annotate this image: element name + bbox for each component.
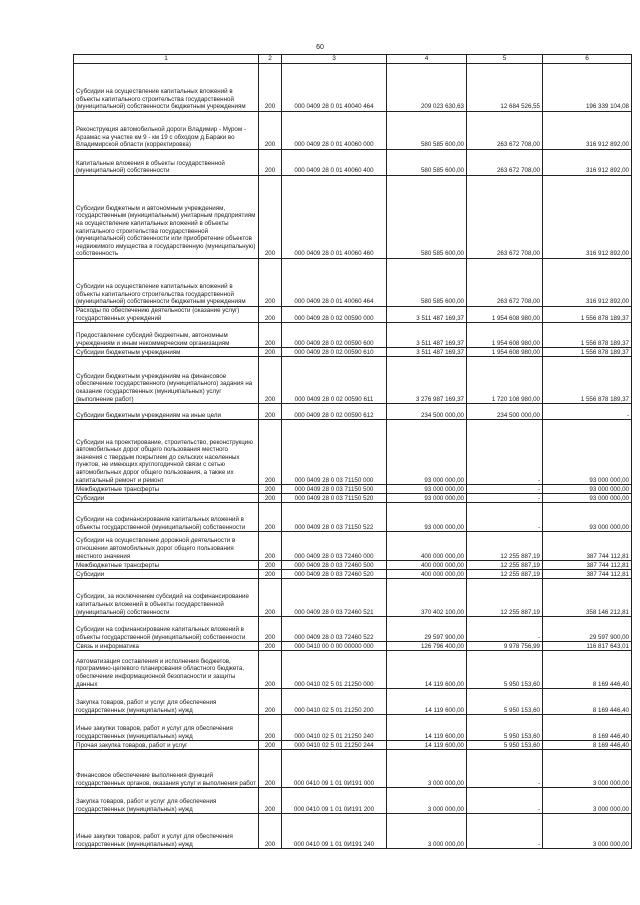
row-approved-amount: 3 000 000,00 xyxy=(387,814,467,849)
row-unexecuted-amount: 1 556 878 189,37 xyxy=(543,357,632,404)
row-unexecuted-amount: 387 744 112,81 xyxy=(543,570,632,579)
row-approved-amount: 580 585 600,00 xyxy=(387,112,467,150)
row-executed-amount: 12 255 887,19 xyxy=(467,532,543,561)
row-name: Расходы по обеспечению деятельности (оказание услуг) государственных учреждений xyxy=(74,307,259,323)
row-unexecuted-amount: 93 000 000,00 xyxy=(543,503,632,532)
row-unexecuted-amount: 8 169 446,40 xyxy=(543,715,632,741)
row-budget-classification-code: 000 0409 28 0 01 40060 400 xyxy=(282,150,387,176)
row-code: 200 xyxy=(259,307,282,323)
row-approved-amount: 14 119 600,00 xyxy=(387,651,467,689)
row-code: 200 xyxy=(259,750,282,788)
row-executed-amount: - xyxy=(467,503,543,532)
row-budget-classification-code: 000 0410 02 5 01 21250 000 xyxy=(282,651,387,689)
row-budget-classification-code: 000 0409 28 0 02 00590 600 xyxy=(282,323,387,348)
table-row xyxy=(74,323,632,348)
row-code: 200 xyxy=(259,259,282,307)
row-name: Субсидии на осуществление дорожной деятельности в отношении автомобильных дорог общего пользования местного значения xyxy=(74,532,259,561)
row-approved-amount: 580 585 600,00 xyxy=(387,176,467,259)
row-executed-amount: 234 500 000,00 xyxy=(467,404,543,420)
row-executed-amount: - xyxy=(467,814,543,849)
row-executed-amount: 263 672 708,00 xyxy=(467,150,543,176)
row-name: Субсидии бюджетным учреждениям на финансовое обеспечение государственного (муниципального) задания на оказание государственных (муниципальных) услуг (выполнение работ) xyxy=(74,357,259,404)
table-row xyxy=(74,494,632,503)
table-row xyxy=(74,814,632,849)
row-budget-classification-code: 000 0409 28 0 03 72460 500 xyxy=(282,561,387,570)
row-approved-amount: 580 585 600,00 xyxy=(387,150,467,176)
row-approved-amount: 14 119 600,00 xyxy=(387,689,467,715)
row-name: Иные закупки товаров, работ и услуг для обеспечения государственных (муниципальных) нужд xyxy=(74,814,259,849)
row-code: 200 xyxy=(259,532,282,561)
row-unexecuted-amount: 116 817 643,01 xyxy=(543,642,632,651)
row-approved-amount: 3 000 000,00 xyxy=(387,788,467,814)
row-name: Прочая закупка товаров, работ и услуг xyxy=(74,741,259,750)
table-row xyxy=(74,788,632,814)
row-code: 200 xyxy=(259,150,282,176)
budget-execution-table xyxy=(73,54,632,849)
row-executed-amount: - xyxy=(467,420,543,485)
row-unexecuted-amount: 1 556 878 189,37 xyxy=(543,323,632,348)
row-code: 200 xyxy=(259,570,282,579)
row-approved-amount: 93 000 000,00 xyxy=(387,420,467,485)
row-name: Закупка товаров, работ и услуг для обеспечения государственных (муниципальных) нужд xyxy=(74,788,259,814)
row-executed-amount: 1 954 608 980,00 xyxy=(467,323,543,348)
row-unexecuted-amount: 387 744 112,81 xyxy=(543,561,632,570)
row-name: Субсидии xyxy=(74,570,259,579)
row-approved-amount: 3 276 987 169,37 xyxy=(387,357,467,404)
table-row xyxy=(74,570,632,579)
row-approved-amount: 29 597 900,00 xyxy=(387,617,467,642)
row-unexecuted-amount: 1 556 878 189,37 xyxy=(543,348,632,357)
row-approved-amount: 14 119 600,00 xyxy=(387,715,467,741)
column-header: 2 xyxy=(259,55,282,64)
table-row xyxy=(74,176,632,259)
row-budget-classification-code: 000 0409 28 0 01 40060 000 xyxy=(282,112,387,150)
row-unexecuted-amount: 1 556 878 189,37 xyxy=(543,307,632,323)
row-approved-amount: 3 511 487 169,37 xyxy=(387,307,467,323)
page-number: 60 xyxy=(316,44,324,51)
row-unexecuted-amount: 93 000 000,00 xyxy=(543,420,632,485)
column-header: 5 xyxy=(467,55,543,64)
row-unexecuted-amount: - xyxy=(543,404,632,420)
row-name: Иные закупки товаров, работ и услуг для обеспечения государственных (муниципальных) нужд xyxy=(74,715,259,741)
row-name: Субсидии на софинансирование капитальных вложений в объекты государственной (муниципальной) собственности xyxy=(74,503,259,532)
row-executed-amount: 12 255 887,19 xyxy=(467,579,543,617)
row-approved-amount: 93 000 000,00 xyxy=(387,494,467,503)
row-name: Субсидии бюджетным и автономным учреждениям, государственным (муниципальным) унитарным предприятиям на осуществление капитальных вложений в объекты капитального строительства государственной (муниципальной) собственности или приобретение объектов недвижимого имущества в государственную (муниципальную) собственность xyxy=(74,176,259,259)
table-row xyxy=(74,307,632,323)
row-name: Реконструкция автомобильной дороги Владимир - Муром - Арзамас на участке км 9 - км 19 с обходом д.Бараки во Владимирской области (корректировка) xyxy=(74,112,259,150)
row-budget-classification-code: 000 0409 28 0 03 71150 522 xyxy=(282,503,387,532)
row-code: 200 xyxy=(259,348,282,357)
row-code: 200 xyxy=(259,814,282,849)
column-header: 1 xyxy=(74,55,259,64)
row-unexecuted-amount: 93 000 000,00 xyxy=(543,485,632,494)
row-code: 200 xyxy=(259,689,282,715)
row-name: Межбюджетные трансферты xyxy=(74,561,259,570)
row-unexecuted-amount: 196 339 104,08 xyxy=(543,64,632,112)
row-executed-amount: 12 255 887,19 xyxy=(467,570,543,579)
row-unexecuted-amount: 3 000 000,00 xyxy=(543,750,632,788)
row-code: 200 xyxy=(259,485,282,494)
row-name: Автоматизация составления и исполнения бюджетов, программно-целевого планирования областного бюджета, обеспечение информационной безопасности и защиты данных xyxy=(74,651,259,689)
row-code: 200 xyxy=(259,715,282,741)
row-unexecuted-amount: 3 000 000,00 xyxy=(543,788,632,814)
row-name: Связь и информатика xyxy=(74,642,259,651)
row-budget-classification-code: 000 0409 28 0 01 40040 464 xyxy=(282,64,387,112)
table-row xyxy=(74,617,632,642)
table-row xyxy=(74,651,632,689)
row-budget-classification-code: 000 0409 28 0 03 72460 522 xyxy=(282,617,387,642)
table-row xyxy=(74,689,632,715)
row-name: Капитальные вложения в объекты государственной (муниципальной) собственности xyxy=(74,150,259,176)
row-approved-amount: 3 511 487 169,37 xyxy=(387,348,467,357)
table-row xyxy=(74,561,632,570)
table-row xyxy=(74,741,632,750)
row-code: 200 xyxy=(259,64,282,112)
row-code: 200 xyxy=(259,642,282,651)
column-header: 4 xyxy=(387,55,467,64)
row-name: Межбюджетные трансферты xyxy=(74,485,259,494)
row-unexecuted-amount: 8 169 446,40 xyxy=(543,689,632,715)
row-executed-amount: 1 954 608 980,00 xyxy=(467,307,543,323)
row-code: 200 xyxy=(259,420,282,485)
row-name: Субсидии, за исключением субсидий на софинансирование капитальных вложений в объекты государственной (муниципальной) собственности xyxy=(74,579,259,617)
table-header-row xyxy=(74,55,632,64)
row-unexecuted-amount: 387 744 112,81 xyxy=(543,532,632,561)
row-executed-amount: - xyxy=(467,485,543,494)
table-row xyxy=(74,642,632,651)
table-row xyxy=(74,715,632,741)
row-budget-classification-code: 000 0409 28 0 02 00590 610 xyxy=(282,348,387,357)
row-code: 200 xyxy=(259,404,282,420)
row-approved-amount: 14 119 600,00 xyxy=(387,741,467,750)
row-approved-amount: 400 000 000,00 xyxy=(387,532,467,561)
row-code: 200 xyxy=(259,323,282,348)
row-budget-classification-code: 000 0409 28 0 03 72460 521 xyxy=(282,579,387,617)
row-unexecuted-amount: 316 912 892,00 xyxy=(543,176,632,259)
row-budget-classification-code: 000 0409 28 0 02 00590 000 xyxy=(282,307,387,323)
row-name: Закупка товаров, работ и услуг для обеспечения государственных (муниципальных) нужд xyxy=(74,689,259,715)
row-executed-amount: 12 255 887,19 xyxy=(467,561,543,570)
row-code: 200 xyxy=(259,176,282,259)
row-name: Финансовое обеспечение выполнения функций государственных органов, оказания услуг и выполнения работ xyxy=(74,750,259,788)
column-header: 3 xyxy=(282,55,387,64)
table-row xyxy=(74,503,632,532)
row-approved-amount: 400 000 000,00 xyxy=(387,561,467,570)
row-budget-classification-code: 000 0410 02 5 01 21250 240 xyxy=(282,715,387,741)
row-approved-amount: 400 000 000,00 xyxy=(387,570,467,579)
table-row xyxy=(74,485,632,494)
row-budget-classification-code: 000 0409 28 0 03 71150 520 xyxy=(282,494,387,503)
row-executed-amount: - xyxy=(467,617,543,642)
row-budget-classification-code: 000 0410 02 5 01 21250 244 xyxy=(282,741,387,750)
row-unexecuted-amount: 316 912 892,00 xyxy=(543,259,632,307)
row-approved-amount: 209 023 630,63 xyxy=(387,64,467,112)
row-code: 200 xyxy=(259,357,282,404)
row-executed-amount: 263 672 708,00 xyxy=(467,259,543,307)
row-unexecuted-amount: 8 169 446,40 xyxy=(543,651,632,689)
row-budget-classification-code: 000 0410 02 5 01 21250 200 xyxy=(282,689,387,715)
row-name: Предоставление субсидий бюджетным, автономным учреждениям и иным некоммерческим организациям xyxy=(74,323,259,348)
row-unexecuted-amount: 8 169 446,40 xyxy=(543,741,632,750)
row-budget-classification-code: 000 0409 28 0 03 71150 000 xyxy=(282,420,387,485)
row-unexecuted-amount: 29 597 900,00 xyxy=(543,617,632,642)
row-approved-amount: 580 585 600,00 xyxy=(387,259,467,307)
row-unexecuted-amount: 3 000 000,00 xyxy=(543,814,632,849)
row-approved-amount: 93 000 000,00 xyxy=(387,485,467,494)
row-approved-amount: 93 000 000,00 xyxy=(387,503,467,532)
row-approved-amount: 3 511 487 169,37 xyxy=(387,323,467,348)
row-name: Субсидии на софинансирование капитальных вложений в объекты государственной (муниципальной) собственности xyxy=(74,617,259,642)
table-row xyxy=(74,112,632,150)
row-code: 200 xyxy=(259,494,282,503)
row-executed-amount: 1 954 608 980,00 xyxy=(467,348,543,357)
row-budget-classification-code: 000 0410 09 1 01 0И191 200 xyxy=(282,788,387,814)
row-name: Субсидии xyxy=(74,494,259,503)
row-budget-classification-code: 000 0409 28 0 02 00590 612 xyxy=(282,404,387,420)
row-name: Субсидии на проектирование, строительство, реконструкцию автомобильных дорог общего пользования местного значения с твердым покрытием до сельских населенных пунктов, не имеющих круглогодичной связи с сетью автомобильных дорог общего пользования, а также их капитальный ремонт и ремонт xyxy=(74,420,259,485)
table-row xyxy=(74,404,632,420)
row-executed-amount: 5 950 153,60 xyxy=(467,689,543,715)
row-code: 200 xyxy=(259,579,282,617)
row-executed-amount: - xyxy=(467,788,543,814)
row-unexecuted-amount: 93 000 000,00 xyxy=(543,494,632,503)
column-header: 6 xyxy=(543,55,632,64)
table-row xyxy=(74,150,632,176)
row-budget-classification-code: 000 0409 28 0 01 40060 464 xyxy=(282,259,387,307)
row-executed-amount: 9 978 756,99 xyxy=(467,642,543,651)
table-row xyxy=(74,64,632,112)
row-executed-amount: 263 672 708,00 xyxy=(467,176,543,259)
row-budget-classification-code: 000 0410 09 1 01 0И191 240 xyxy=(282,814,387,849)
table-row xyxy=(74,750,632,788)
table-row xyxy=(74,532,632,561)
row-code: 200 xyxy=(259,741,282,750)
row-unexecuted-amount: 316 912 892,00 xyxy=(543,150,632,176)
row-name: Субсидии бюджетным учреждениям xyxy=(74,348,259,357)
row-budget-classification-code: 000 0409 28 0 03 72460 520 xyxy=(282,570,387,579)
row-code: 200 xyxy=(259,788,282,814)
row-approved-amount: 234 500 000,00 xyxy=(387,404,467,420)
table-row xyxy=(74,259,632,307)
row-name: Субсидии на осуществление капитальных вложений в объекты капитального строительства государственной (муниципальной) собственности бюджетным учреждениям xyxy=(74,259,259,307)
row-name: Субсидии на осуществление капитальных вложений в объекты капитального строительства государственной (муниципальной) собственности бюджетным учреждениям xyxy=(74,64,259,112)
row-executed-amount: - xyxy=(467,494,543,503)
table-row xyxy=(74,420,632,485)
row-approved-amount: 3 000 000,00 xyxy=(387,750,467,788)
table-row xyxy=(74,348,632,357)
row-name: Субсидии бюджетным учреждениям на иные цели xyxy=(74,404,259,420)
row-approved-amount: 370 402 100,00 xyxy=(387,579,467,617)
row-code: 200 xyxy=(259,617,282,642)
row-budget-classification-code: 000 0409 28 0 02 00590 611 xyxy=(282,357,387,404)
row-budget-classification-code: 000 0409 28 0 03 72460 000 xyxy=(282,532,387,561)
row-approved-amount: 126 796 400,00 xyxy=(387,642,467,651)
row-budget-classification-code: 000 0410 09 1 01 0И191 000 xyxy=(282,750,387,788)
row-unexecuted-amount: 316 912 892,00 xyxy=(543,112,632,150)
row-executed-amount: 5 950 153,60 xyxy=(467,715,543,741)
row-unexecuted-amount: 358 146 212,81 xyxy=(543,579,632,617)
row-executed-amount: 5 950 153,60 xyxy=(467,741,543,750)
row-budget-classification-code: 000 0410 00 0 00 00000 000 xyxy=(282,642,387,651)
row-code: 200 xyxy=(259,651,282,689)
row-executed-amount: 5 950 153,60 xyxy=(467,651,543,689)
row-budget-classification-code: 000 0409 28 0 03 71150 500 xyxy=(282,485,387,494)
row-executed-amount: - xyxy=(467,750,543,788)
row-code: 200 xyxy=(259,561,282,570)
row-executed-amount: 12 684 526,55 xyxy=(467,64,543,112)
row-budget-classification-code: 000 0409 28 0 01 40060 460 xyxy=(282,176,387,259)
row-code: 200 xyxy=(259,112,282,150)
table-row xyxy=(74,357,632,404)
table-row xyxy=(74,579,632,617)
row-code: 200 xyxy=(259,503,282,532)
row-executed-amount: 263 672 708,00 xyxy=(467,112,543,150)
row-executed-amount: 1 720 108 980,00 xyxy=(467,357,543,404)
